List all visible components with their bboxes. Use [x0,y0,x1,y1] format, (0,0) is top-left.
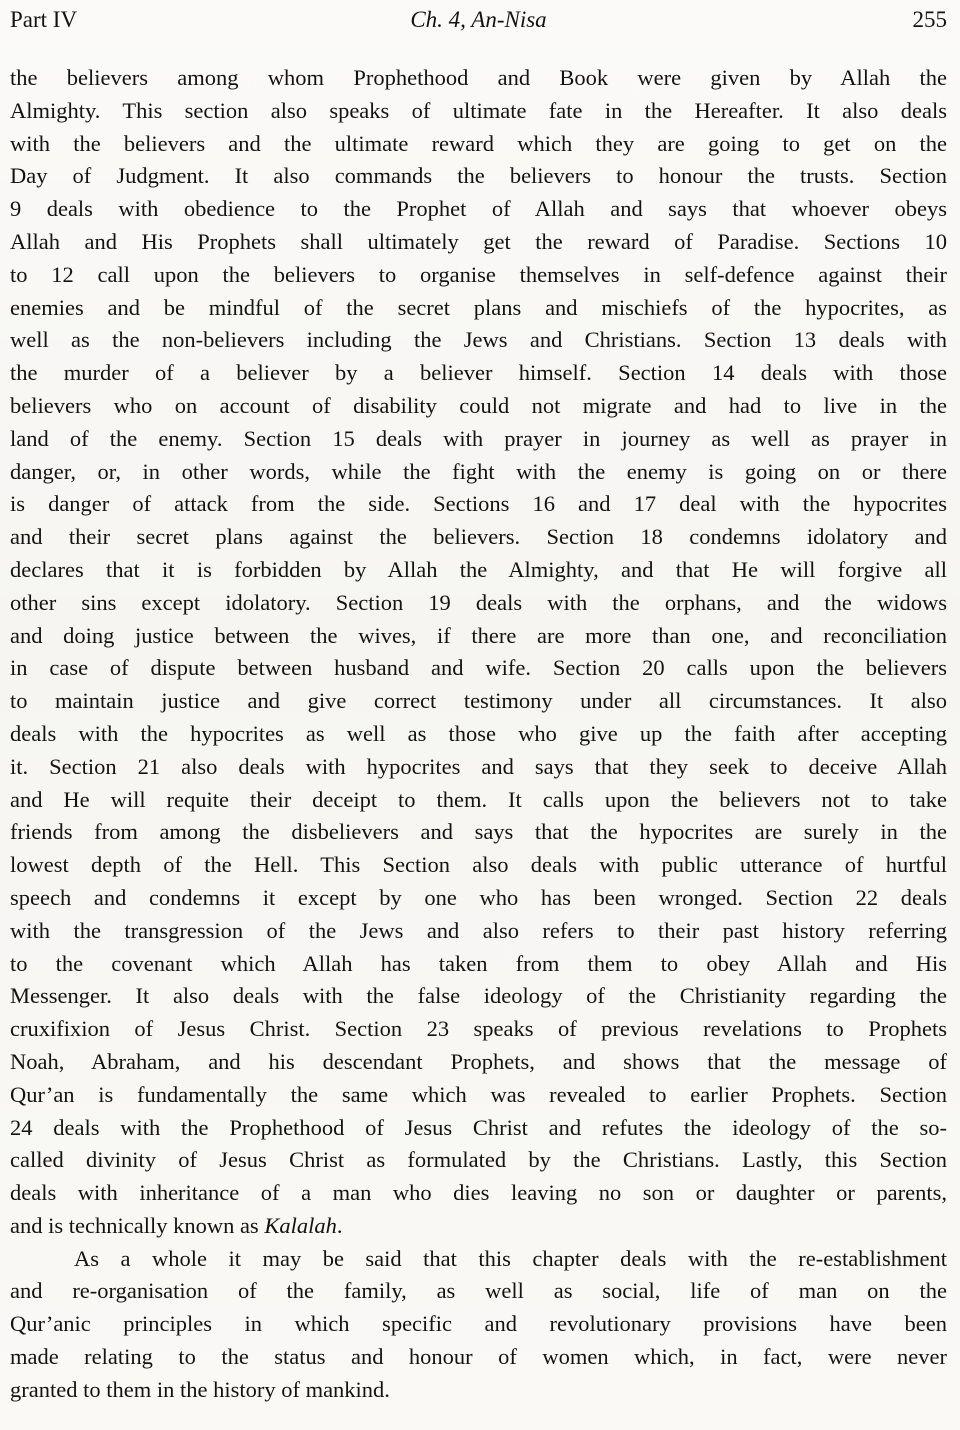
text-line: land of the enemy. Section 15 deals with prayer in journey as well as prayer in [10,425,947,451]
text-line: other sins except idolatory. Section 19 deals with the orphans, and the widows [10,589,947,615]
text-line: and doing justice between the wives, if there are more than one, and reconciliation [10,622,947,648]
text-line: is danger of attack from the side. Sections 16 and 17 deal with the hypocrites [10,491,947,517]
text-line: and re-organisation of the family, as well as social, life of man on the [10,1278,947,1304]
text-line: Messenger. It also deals with the false ideology of the Christianity regarding the [10,983,947,1009]
text-line: 24 deals with the Prophethood of Jesus Christ and refutes the ideology of the so- [10,1114,947,1140]
text-line: As a whole it may be said that this chapter deals with the re-establishment [74,1245,947,1271]
text-line: with the transgression of the Jews and also refers to their past history referring [10,917,947,943]
page-header [10,6,947,34]
text-line: declares that it is forbidden by Allah the Almighty, and that He will forgive all [10,556,947,582]
header-page-number: 255 [912,7,948,32]
text-line: danger, or, in other words, while the fight with the enemy is going on or there [10,458,947,484]
header-part-label: Part IV [10,7,78,32]
text-line: granted to them in the history of mankind. [10,1376,390,1402]
text-line: friends from among the disbelievers and says that the hypocrites are surely in the [10,819,947,845]
text-line: cruxifixion of Jesus Christ. Section 23 speaks of previous revelations to Prophets [10,1016,947,1042]
text-line: to the covenant which Allah has taken from them to obey Allah and His [10,950,947,976]
text-line: the believers among whom Prophethood and Book were given by Allah the [10,65,947,90]
text-line: well as the non-believers including the Jews and Christians. Section 13 deals with [10,327,947,353]
text-line: with the believers and the ultimate reward which they are going to get on the [10,130,947,156]
text-line: and He will requite their deceipt to them. It calls upon the believers not to take [10,786,947,812]
text-line: Allah and His Prophets shall ultimately get the reward of Paradise. Sections 10 [10,228,947,254]
header-chapter-title: Ch. 4, An-Nisa [410,7,547,32]
text-line: to maintain justice and give correct testimony under all circumstances. It also [10,688,947,714]
text-line: Almighty. This section also speaks of ultimate fate in the Hereafter. It also deals [10,97,947,123]
text-line: the murder of a believer by a believer himself. Section 14 deals with those [10,360,947,386]
text-line: enemies and be mindful of the secret plans and mischiefs of the hypocrites, as [10,294,947,320]
text-line: called divinity of Jesus Christ as formulated by the Christians. Lastly, this Section [10,1147,947,1173]
text-line: to 12 call upon the believers to organise themselves in self-defence against their [10,261,947,287]
text-line: Noah, Abraham, and his descendant Prophets, and shows that the message of [10,1048,947,1074]
body-text [10,62,947,1407]
text-line: made relating to the status and honour of women which, in fact, were never [10,1344,947,1370]
text-line: lowest depth of the Hell. This Section also deals with public utterance of hurtful [10,852,947,878]
text-line: believers who on account of disability could not migrate and had to live in the [10,392,947,418]
text-line: and their secret plans against the believers. Section 18 condemns idolatory and [10,524,947,550]
text-line: deals with inheritance of a man who dies leaving no son or daughter or parents, [10,1180,947,1206]
text-line: Qur’anic principles in which specific and revolutionary provisions have been [10,1311,947,1337]
text-line: Day of Judgment. It also commands the believers to honour the trusts. Section [10,163,947,189]
text-line: and is technically known as Kalalah. [10,1212,343,1238]
text-line: 9 deals with obedience to the Prophet of Allah and says that whoever obeys [10,196,947,222]
text-line: it. Section 21 also deals with hypocrites and says that they seek to deceive Allah [10,753,947,779]
text-line: deals with the hypocrites as well as those who give up the faith after accepting [10,720,947,746]
text-line: speech and condemns it except by one who has been wronged. Section 22 deals [10,884,947,910]
text-line: Qur’an is fundamentally the same which was revealed to earlier Prophets. Section [10,1081,947,1107]
text-line: in case of dispute between husband and wife. Section 20 calls upon the believers [10,655,947,681]
